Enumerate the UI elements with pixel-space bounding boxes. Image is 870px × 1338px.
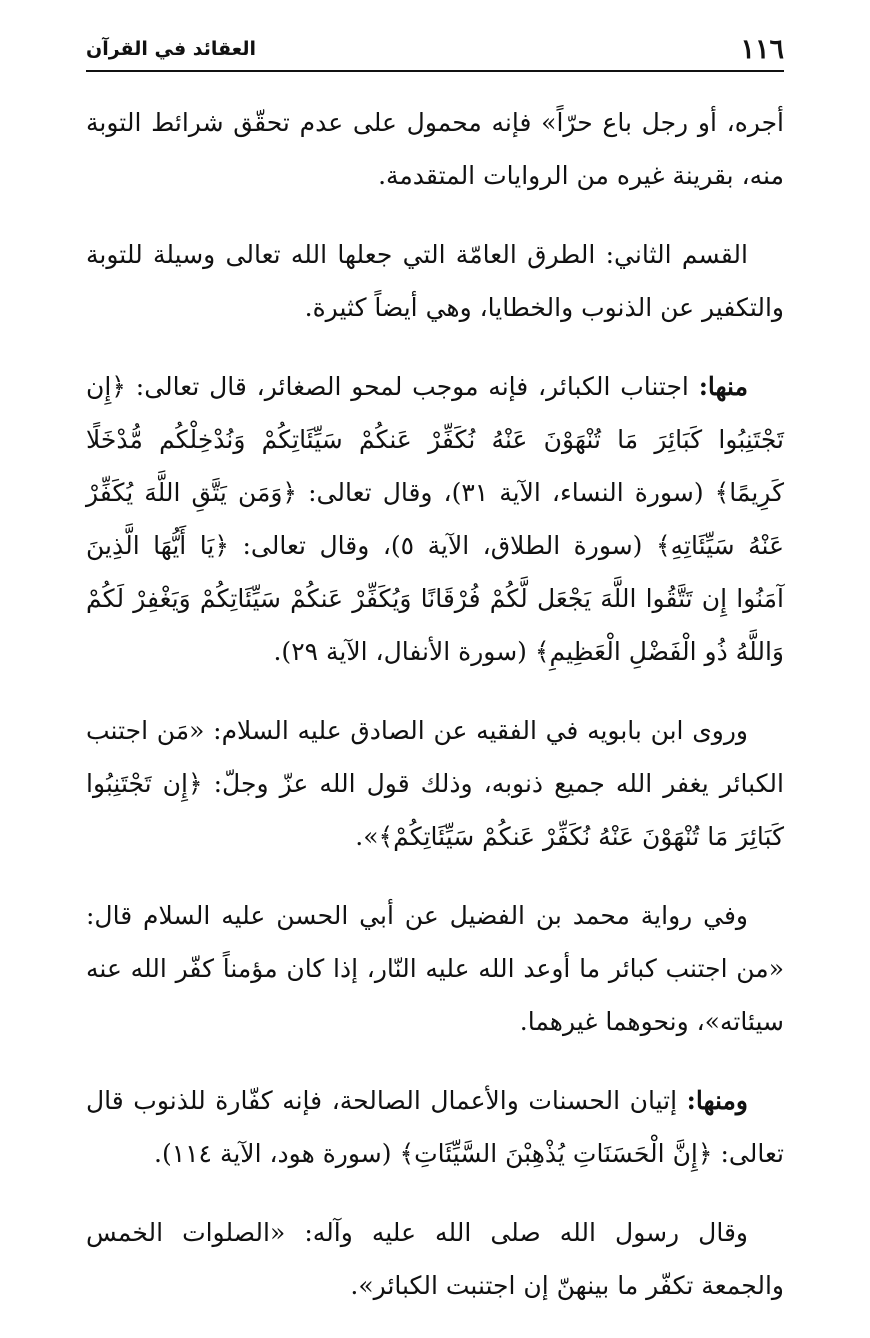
- paragraph: [86, 360, 784, 678]
- paragraph-text: اجتناب الكبائر، فإنه موجب لمحو الصغائر، قال تعالى: ﴿إِن تَجْتَنِبُوا كَبَائِرَ مَا تُنْهَوْنَ عَنْهُ نُكَفِّرْ عَنكُمْ سَيِّئَاتِكُمْ وَنُدْخِلْكُم مُّدْخَلًا كَرِيمًا﴾ (سورة النساء، الآية ٣١)، وقال تعالى: ﴿وَمَن يَتَّقِ اللَّهَ يُكَفِّرْ عَنْهُ سَيِّئَاتِهِ﴾ (سورة الطلاق، الآية ٥)، وقال تعالى: ﴿يَا أَيُّهَا الَّذِينَ آمَنُوا إِن تَتَّقُوا اللَّهَ يَجْعَل لَّكُمْ فُرْقَانًا وَيُكَفِّرْ عَنكُمْ سَيِّئَاتِكُمْ وَيَغْفِرْ لَكُمْ وَاللَّهُ ذُو الْفَضْلِ الْعَظِيمِ﴾ (سورة الأنفال، الآية ٢٩).: [86, 372, 784, 666]
- paragraph-text: وقال رسول الله صلى الله عليه وآله: «الصلوات الخمس والجمعة تكفّر ما بينهنّ إن اجتنبت الكبائر».: [86, 1218, 784, 1300]
- paragraph: [86, 889, 784, 1048]
- paragraph: [86, 704, 784, 863]
- paragraph: [86, 1206, 784, 1312]
- page-number: ١١٦: [740, 34, 784, 65]
- page-body: [86, 96, 784, 1338]
- paragraph: [86, 228, 784, 334]
- page-header: [86, 30, 784, 72]
- paragraph-text: وروى ابن بابويه في الفقيه عن الصادق عليه السلام: «مَن اجتنب الكبائر يغفر الله جميع ذنوبه، وذلك قول الله عزّ وجلّ: ﴿إِن تَجْتَنِبُوا كَبَائِرَ مَا تُنْهَوْنَ عَنْهُ نُكَفِّرْ عَنكُمْ سَيِّئَاتِكُمْ﴾».: [86, 716, 784, 851]
- paragraph-text: وفي رواية محمد بن الفضيل عن أبي الحسن عليه السلام قال: «من اجتنب كبائر ما أوعد الله عليه النّار، إذا كان مؤمناً كفّر الله عنه سيئاته»، ونحوهما غيرهما.: [86, 901, 784, 1036]
- paragraph-text: أجره، أو رجل باع حرّاً» فإنه محمول على عدم تحقّق شرائط التوبة منه، بقرينة غيره من الروايات المتقدمة.: [86, 108, 785, 190]
- paragraph-lead: ومنها:: [686, 1086, 748, 1115]
- paragraph-lead: منها:: [698, 372, 748, 401]
- paragraph: [86, 1074, 784, 1180]
- running-title: العقائد في القرآن: [86, 38, 257, 60]
- paragraph-text: القسم الثاني: الطرق العامّة التي جعلها الله تعالى وسيلة للتوبة والتكفير عن الذنوب والخطايا، وهي أيضاً كثيرة.: [86, 240, 784, 322]
- paragraph-text: إتيان الحسنات والأعمال الصالحة، فإنه كفّارة للذنوب قال تعالى: ﴿إِنَّ الْحَسَنَاتِ يُذْهِبْنَ السَّيِّئَاتِ﴾ (سورة هود، الآية ١١٤).: [86, 1086, 784, 1168]
- paragraph: [86, 96, 784, 202]
